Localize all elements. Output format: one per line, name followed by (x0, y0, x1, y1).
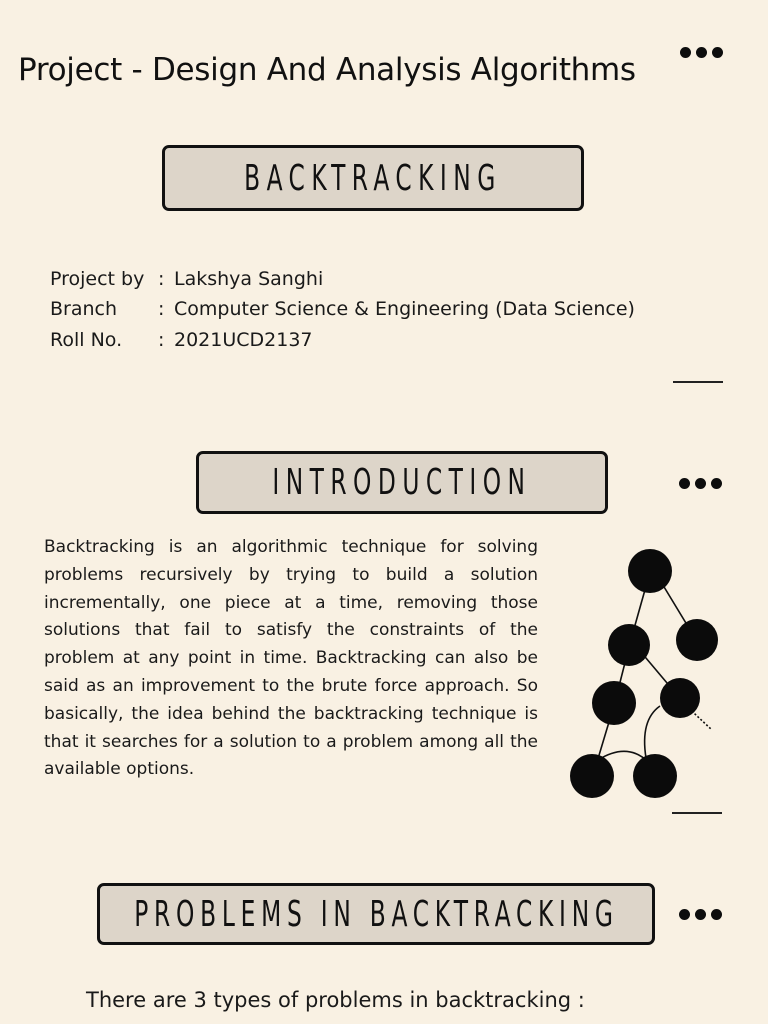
info-label: Roll No. (50, 329, 123, 351)
backtracking-tree-icon (560, 540, 730, 805)
info-separator: : (158, 298, 165, 320)
info-label: Project by (50, 268, 145, 290)
divider (673, 381, 723, 383)
introduction-heading (196, 451, 608, 514)
info-value: Lakshya Sanghi (174, 268, 324, 290)
introduction-heading-label: INTRODUCTION (272, 462, 532, 503)
info-separator: : (158, 329, 165, 351)
more-dots-icon (679, 478, 722, 489)
info-value: Computer Science & Engineering (Data Science) (174, 298, 635, 320)
backtracking-heading (162, 145, 584, 211)
more-dots-icon (679, 909, 722, 920)
info-separator: : (158, 268, 165, 290)
divider (672, 812, 722, 814)
problems-heading (97, 883, 655, 945)
branch-row (50, 298, 635, 320)
introduction-text: Backtracking is an algorithmic technique for solving problems recursively by trying to build a solution incrementally, one piece at a time, removing those solutions that fail to satisfy the constraints of the problem at any point in time. Backtracking can also be said as an improvement to the brute force approach. So basically, the idea behind the backtracking technique is that it searches for a solution to a problem among all the available options. (44, 537, 538, 780)
problems-heading-label: PROBLEMS IN BACKTRACKING (133, 893, 619, 935)
info-label: Branch (50, 298, 118, 320)
roll-no-row (50, 329, 313, 351)
page-title: Project - Design And Analysis Algorithms (18, 52, 636, 88)
info-value: 2021UCD2137 (174, 329, 313, 351)
problems-intro-text: There are 3 types of problems in backtracking : (86, 988, 585, 1012)
project-by-row (50, 268, 323, 290)
backtracking-heading-label: BACKTRACKING (244, 157, 502, 199)
